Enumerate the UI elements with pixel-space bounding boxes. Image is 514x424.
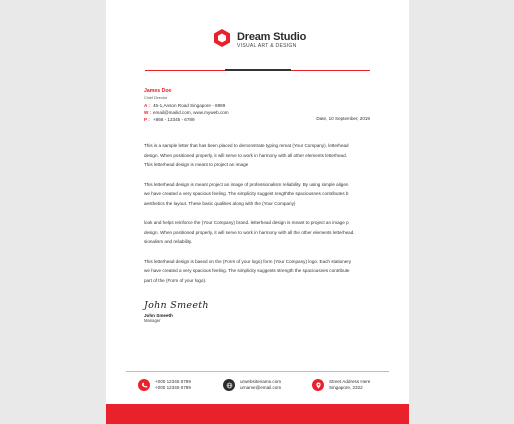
sender-role: Chief Director [144, 96, 168, 100]
sender-name: James Doe [144, 88, 172, 94]
paragraph: look and helps reinforce the (Your Company) brand. letterhead design is meant to project an image p design. When positioned properly, it will serve to work in harmony with all the other elements letterhead. sionalism and reliability. [144, 220, 355, 244]
footer-address: Street Address Here Singapore, 2322 [312, 379, 370, 391]
hexagon-logo-icon [212, 28, 232, 53]
paragraph: This letterhead design is based on the (Form of your logo) form (Your Company) logo. Each stationery we have created a very spacious feeling. The simplicity suggests strength the spaciousnes contribute part of the (Form of your logo). [144, 258, 352, 283]
globe-icon [223, 379, 235, 391]
sender-phone: P : +866 - 12345 - 6789 [144, 117, 195, 122]
map-pin-icon [312, 379, 324, 391]
footer-web: urwebsitename.com urname@email.com [223, 379, 281, 391]
paragraph: This letterhead design is meant project an image of professionalism reliability. By using simple aligen we have created a very spacious feeling. The simplicity suggest rengththe spaciousnes contributes b aesthetics the layout. These basic qualities along with the (Your Company) [144, 181, 349, 206]
brand-tagline: VISUAL ART & DESIGN [237, 42, 297, 49]
letterhead-page [106, 0, 409, 424]
sender-block [144, 88, 229, 123]
footer-phone: +000 12345 6789 +000 12345 6789 [138, 379, 191, 391]
header-divider [145, 69, 370, 71]
signatory-title: Manager [144, 318, 161, 323]
footer-accent-bar [106, 404, 409, 424]
phone-icon [138, 379, 150, 391]
handwritten-signature: John Smeeth [144, 300, 209, 311]
letter-body [144, 141, 371, 295]
brand-name: Dream Studio [237, 30, 307, 43]
sender-web: W : email@mailid.com, www.myweb.com [144, 110, 229, 115]
signature-block [144, 300, 209, 323]
sender-address: A : 45-1,Anson Road Singapore - 8989 [144, 103, 226, 108]
footer-divider [126, 371, 389, 372]
signatory-name: John Smeeth [144, 313, 173, 318]
brand-logo [212, 28, 306, 53]
paragraph: This is a sample letter that has been placed to demonstrate typing remat (Your Company). letterhead design. When positioned properly, it will serve to work in harmony with all other elements letterhead. This letterhead design is meant to project an image [144, 143, 349, 167]
letter-date: Date, 10 September, 2019 [316, 116, 370, 121]
